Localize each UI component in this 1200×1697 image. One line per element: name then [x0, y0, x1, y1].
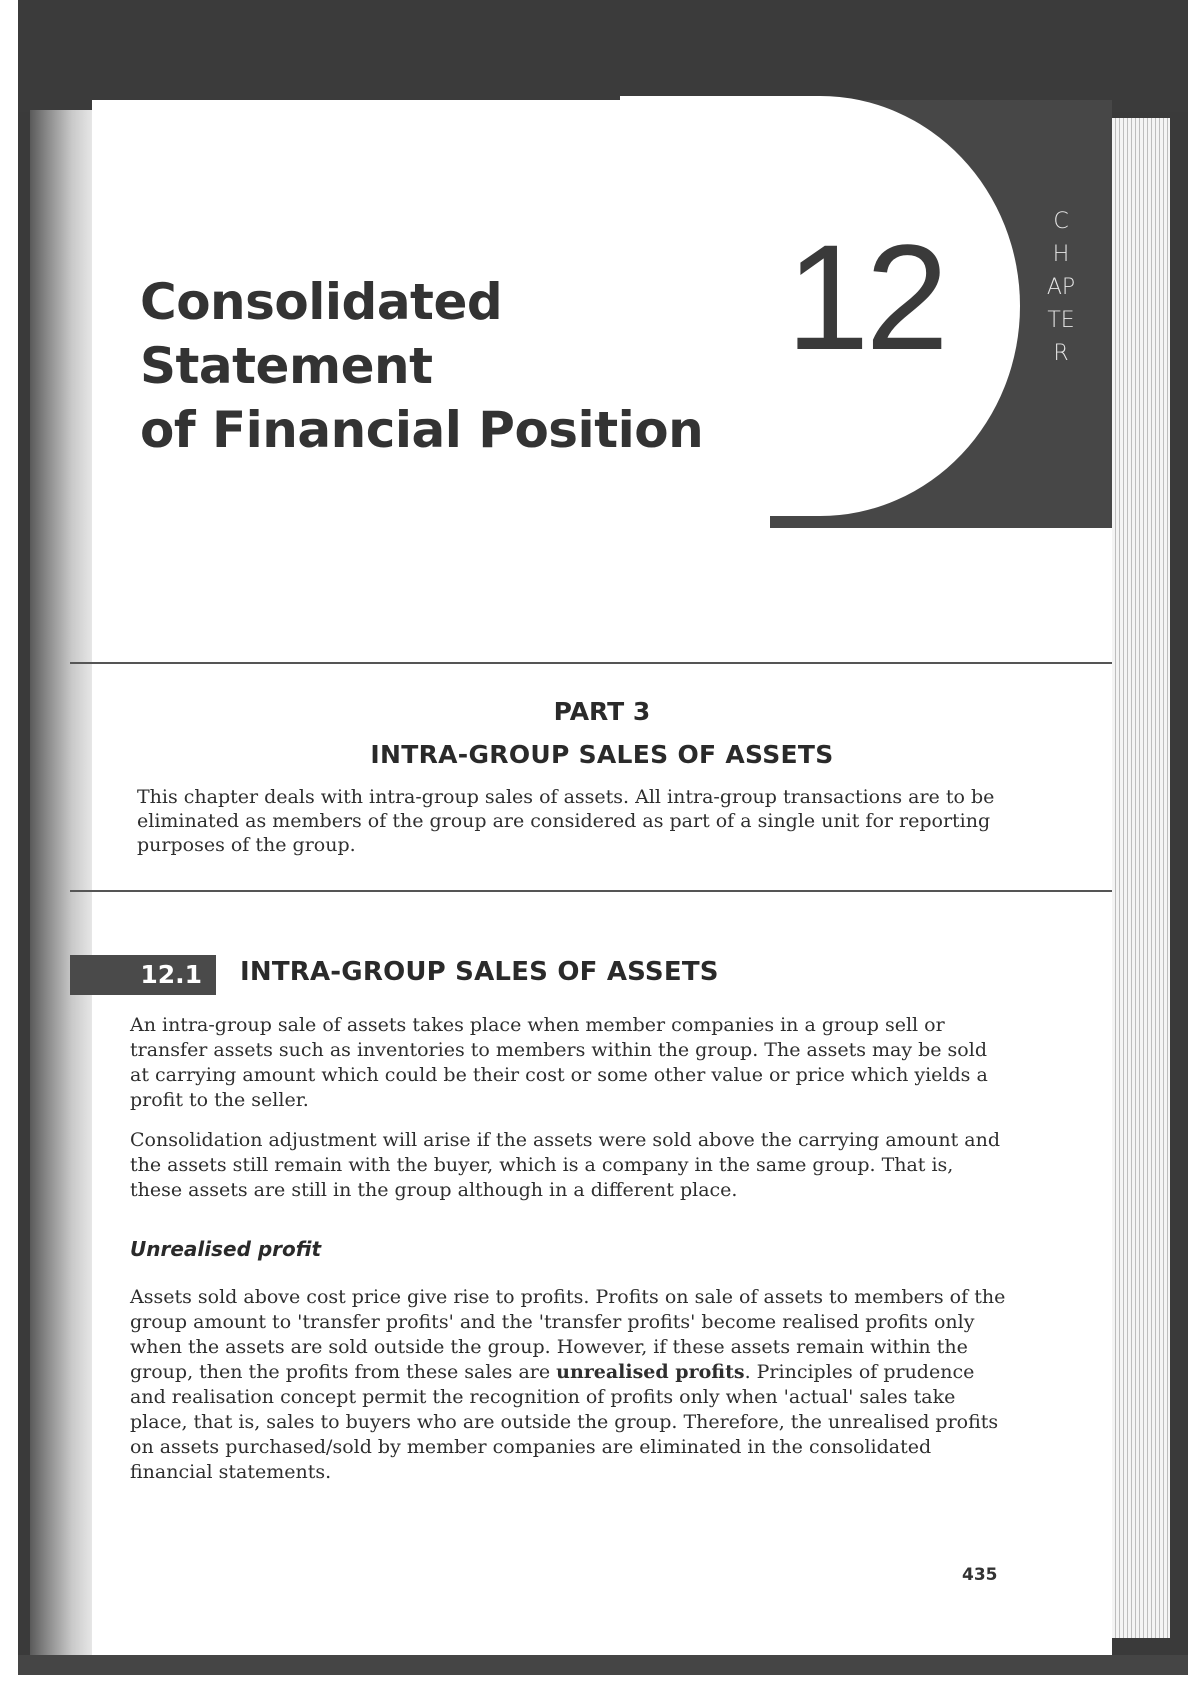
page-number: 435: [962, 1565, 998, 1585]
section-number-badge: 12.1: [70, 955, 216, 995]
paragraph-intra-group-sale: An intra-group sale of assets takes place when member companies in a group sell or transfer assets such as inventories to members within the group. The assets may be sold at carrying amount which could be their cost or some other value or price which yields a profit to the seller.: [130, 1014, 988, 1111]
scan-bottom-shadow: [18, 1655, 1188, 1675]
paragraph-text-before: Assets sold above cost price give rise to profits. Profits on sale of assets to members of the group amount to 'transfer profits' and the 'transfer profits' become realised profits only when the assets are sold outside the group. However, if these assets remain within the group, then the profits from these sales are: [130, 1286, 1006, 1383]
part-title: INTRA-GROUP SALES OF ASSETS: [370, 740, 834, 769]
subheading-unrealised-profit: Unrealised profit: [130, 1237, 322, 1261]
paragraph-text-after: . Principles of prudence and realisation concept permit the recognition of profits only when 'actual' sales take place, that is, sales to buyers who are outside the group. Therefore, the unrealised profits on assets purchased/sold by member companies are eliminated in the consolidated financial statements.: [130, 1361, 999, 1483]
paragraph-consolidation-adjustment: Consolidation adjustment will arise if the assets were sold above the carrying amount and the assets still remain with the buyer, which is a company in the same group. That is, these assets are still in the group although in a different place.: [130, 1129, 1000, 1201]
paragraph-unrealised-profit: [130, 1285, 1006, 1485]
divider-bottom: [70, 890, 1112, 892]
section-title: INTRA-GROUP SALES OF ASSETS: [240, 957, 719, 987]
chapter-number: 12: [786, 213, 945, 381]
chapter-title: [140, 270, 760, 462]
chapter-word: CHAPTER: [1046, 209, 1076, 366]
book-gutter: [30, 110, 100, 1655]
page-edges: [1112, 118, 1170, 1638]
term-unrealised-profits: unrealised profits: [556, 1361, 745, 1383]
chapter-title-line2: of Financial Position: [140, 401, 704, 459]
scan-top-band: [18, 0, 1188, 112]
chapter-title-line1: Consolidated Statement: [140, 273, 503, 395]
part-intro: This chapter deals with intra-group sales of assets. All intra-group transactions are to be eliminated as members of the group are considered as part of a single unit for reporting purposes of the group.: [137, 786, 995, 856]
divider-top: [70, 662, 1112, 664]
part-label: PART 3: [553, 697, 651, 726]
